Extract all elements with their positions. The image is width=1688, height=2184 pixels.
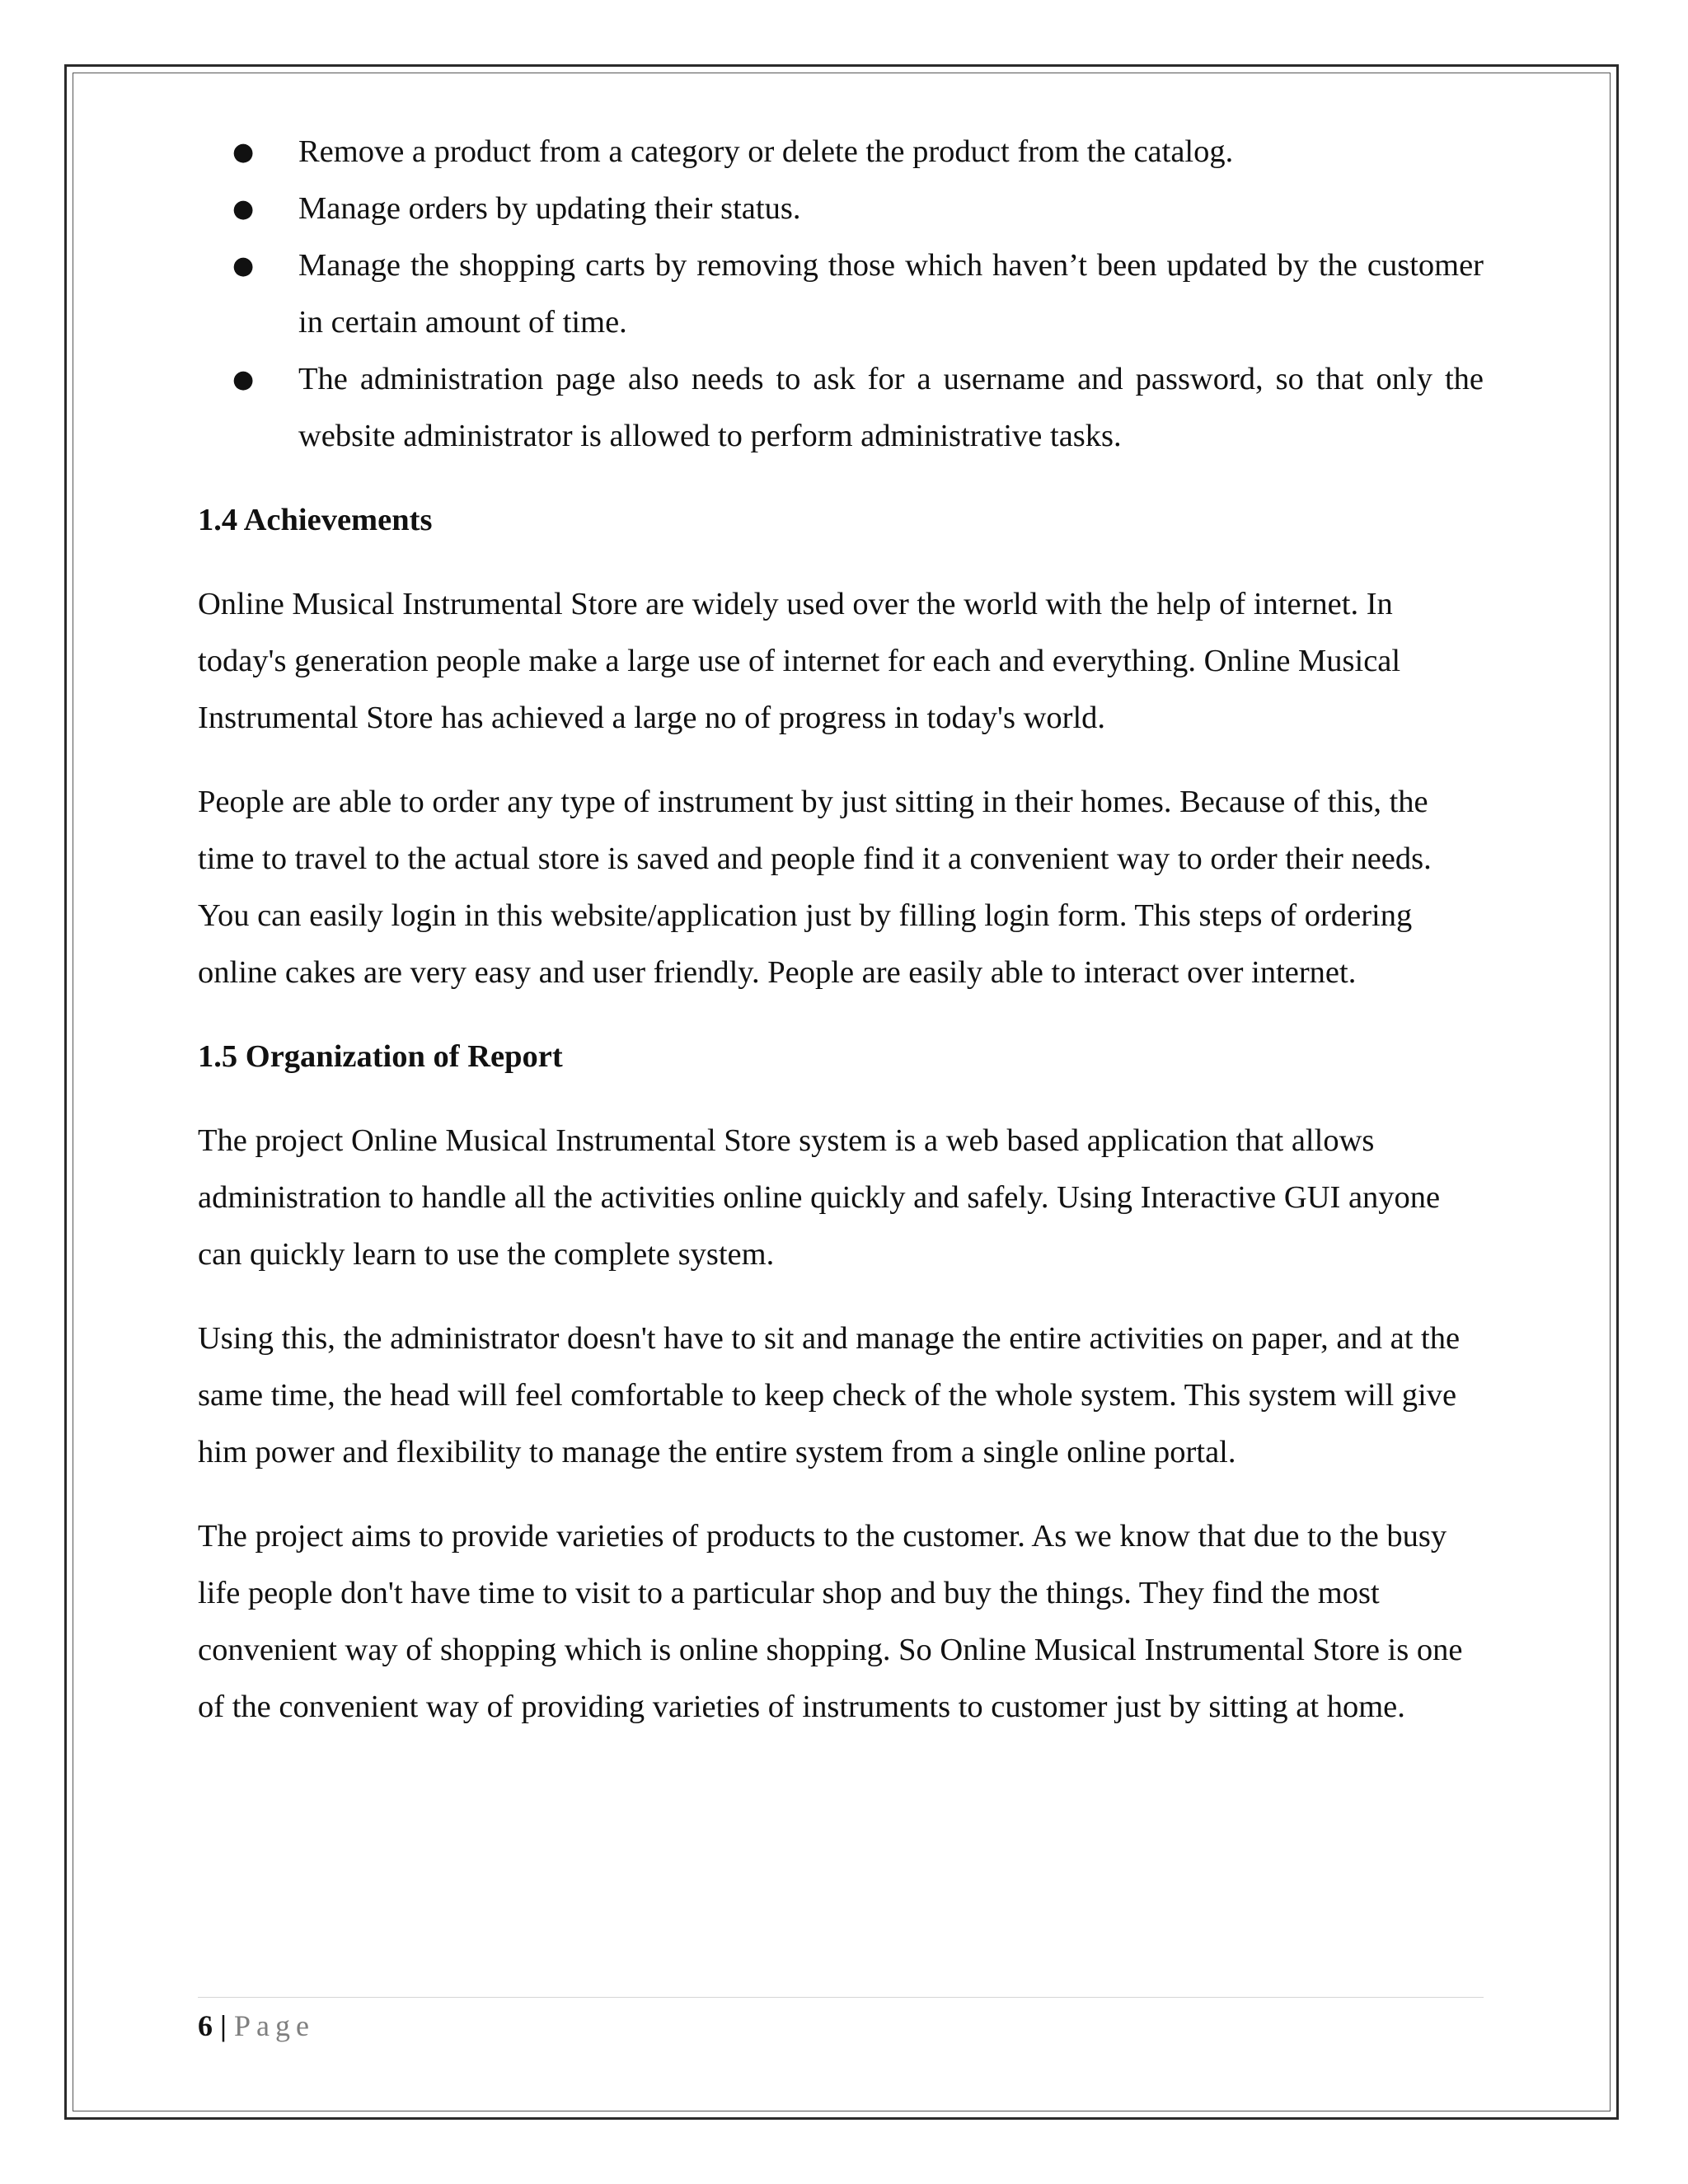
document-body	[198, 124, 1484, 1763]
paragraph: Using this, the administrator doesn't have to sit and manage the entire activities on paper, and at the same time, the head will feel comfortable to keep check of the whole system. This system will give him power and flexibility to manage the entire system from a single online portal.	[198, 1321, 1461, 1469]
bullet-text: The administration page also needs to ask for a username and password, so that only the website administrator is allowed to perform administrative tasks.	[298, 362, 1484, 453]
bullet-item	[198, 237, 1484, 351]
bullet-icon: ●	[232, 138, 255, 166]
paragraph: People are able to order any type of instrument by just sitting in their homes. Because of this, the time to travel to the actual store is saved and people find it a convenient way to order their needs. You can easily login in this website/application just by filling login form. This steps of ordering online cakes are very easy and user friendly. People are easily able to interact over internet.	[198, 785, 1432, 990]
bullet-item	[198, 124, 1484, 180]
footer-separator: |	[220, 2009, 227, 2042]
footer-divider	[198, 1997, 1484, 1998]
page-footer	[198, 2001, 315, 2050]
section-heading-organization: 1.5 Organization of Report	[198, 1039, 563, 1074]
page-number: 6	[198, 2009, 213, 2042]
bullet-icon: ●	[232, 365, 255, 394]
bullet-icon: ●	[232, 194, 255, 223]
bullet-text: Manage orders by updating their status.	[298, 191, 801, 226]
section-heading-achievements: 1.4 Achievements	[198, 503, 433, 537]
bullet-text: Manage the shopping carts by removing those which haven’t been updated by the customer in certain amount of time.	[298, 248, 1484, 340]
bullet-icon: ●	[232, 251, 255, 280]
bullet-text: Remove a product from a category or delete the product from the catalog.	[298, 134, 1234, 169]
bullet-list	[198, 124, 1484, 465]
bullet-item	[198, 180, 1484, 237]
paragraph: Online Musical Instrumental Store are widely used over the world with the help of internet. In today's generation people make a large use of internet for each and everything. Online Musical Instrumental Store has achieved a large no of progress in today's world.	[198, 587, 1401, 735]
paragraph: The project aims to provide varieties of products to the customer. As we know that due to the busy life people don't have time to visit to a particular shop and buy the things. They find the most convenient way of shopping which is online shopping. So Online Musical Instrumental Store is one of the convenient way of providing varieties of instruments to customer just by sitting at home.	[198, 1519, 1463, 1724]
page-label: Page	[233, 2009, 315, 2042]
bullet-item	[198, 351, 1484, 465]
paragraph: The project Online Musical Instrumental Store system is a web based application that allows administration to handle all the activities online quickly and safely. Using Interactive GUI anyone can quickly learn to use the complete system.	[198, 1123, 1441, 1272]
